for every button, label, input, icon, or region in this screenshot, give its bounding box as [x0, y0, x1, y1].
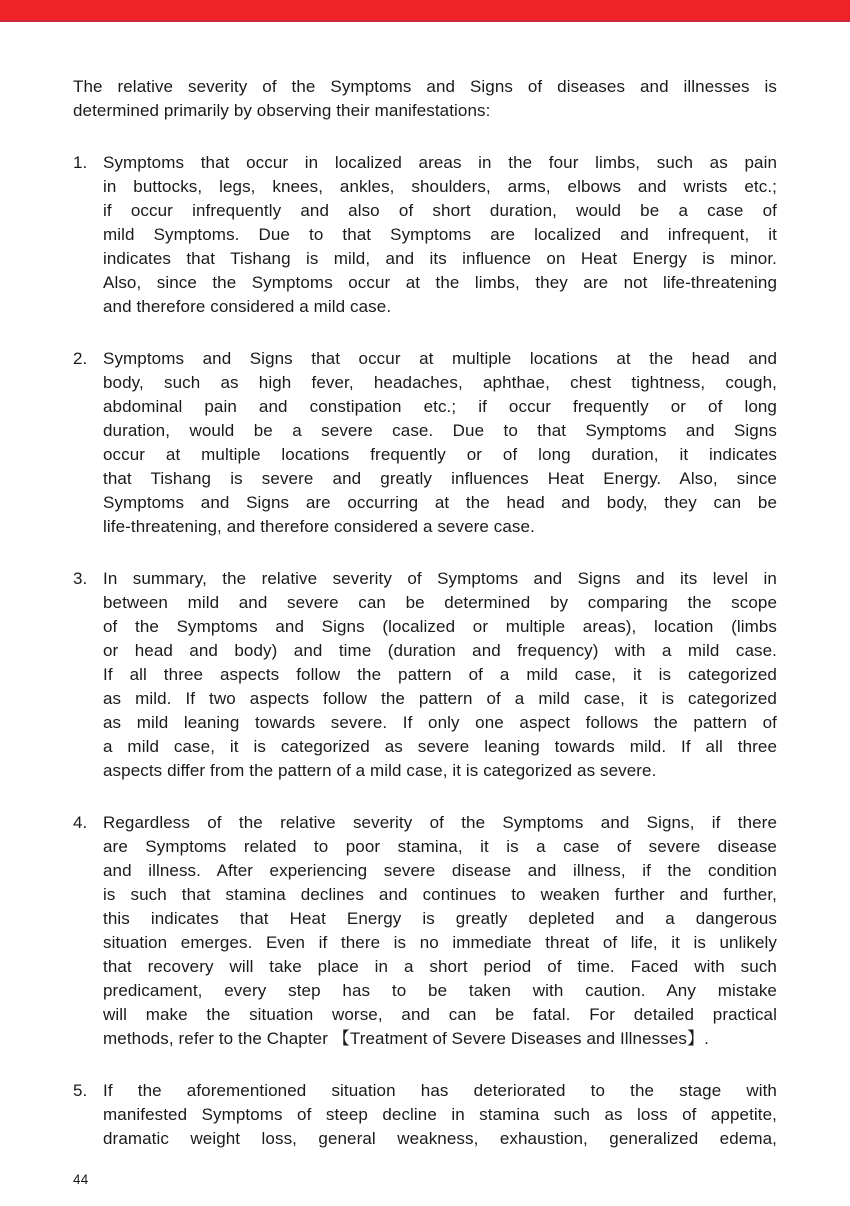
intro-paragraph [73, 75, 777, 123]
list-item-text [103, 567, 777, 783]
list-item [73, 567, 777, 783]
text-line: dramatic weight loss, general weakness, exhaustion, generalized edema, [103, 1129, 777, 1148]
text-line: mild Symptoms. Due to that Symptoms are localized and infrequent, it [103, 225, 777, 244]
text-line: is such that stamina declines and continues to weaken further and further, [103, 885, 777, 904]
text-line: this indicates that Heat Energy is greatly depleted and a dangerous [103, 909, 777, 928]
text-line: manifested Symptoms of steep decline in stamina such as loss of appetite, [103, 1105, 777, 1124]
text-line: between mild and severe can be determined by comparing the scope [103, 593, 777, 612]
text-line: determined primarily by observing their manifestations: [73, 101, 491, 120]
text-line: abdominal pain and constipation etc.; if occur frequently or of long [103, 397, 777, 416]
text-line: The relative severity of the Symptoms and Signs of diseases and illnesses is [73, 77, 777, 96]
list-item-number: 2. [73, 349, 88, 368]
text-line: as mild leaning towards severe. If only one aspect follows the pattern of [103, 713, 777, 732]
text-line: indicates that Tishang is mild, and its influence on Heat Energy is minor. [103, 249, 777, 268]
text-line: occur at multiple locations frequently or of long duration, it indicates [103, 445, 777, 464]
list-item-number: 3. [73, 569, 88, 588]
list-item [73, 347, 777, 539]
numbered-list [73, 151, 777, 1151]
text-line: that Tishang is severe and greatly influences Heat Energy. Also, since [103, 469, 777, 488]
text-line: Symptoms and Signs are occurring at the head and body, they can be [103, 493, 777, 512]
text-line: are Symptoms related to poor stamina, it is a case of severe disease [103, 837, 777, 856]
top-banner [0, 0, 850, 22]
text-line: predicament, every step has to be taken with caution. Any mistake [103, 981, 777, 1000]
list-item-number: 1. [73, 153, 88, 172]
list-item [73, 811, 777, 1051]
text-line: body, such as high fever, headaches, aphthae, chest tightness, cough, [103, 373, 777, 392]
text-line: Regardless of the relative severity of the Symptoms and Signs, if there [103, 813, 777, 832]
list-item-number: 5. [73, 1081, 88, 1100]
text-line: and therefore considered a mild case. [103, 297, 392, 316]
list-item-text [103, 151, 777, 319]
text-line: situation emerges. Even if there is no immediate threat of life, it is unlikely [103, 933, 777, 952]
text-line: or head and body) and time (duration and frequency) with a mild case. [103, 641, 777, 660]
text-line: Symptoms that occur in localized areas in the four limbs, such as pain [103, 153, 777, 172]
text-line: methods, refer to the Chapter 【Treatment of Severe Diseases and Illnesses】. [103, 1029, 709, 1048]
list-item [73, 1079, 777, 1151]
text-line: will make the situation worse, and can be fatal. For detailed practical [103, 1005, 777, 1024]
list-item-number: 4. [73, 813, 88, 832]
text-line: aspects differ from the pattern of a mild case, it is categorized as severe. [103, 761, 657, 780]
text-line: a mild case, it is categorized as severe leaning towards mild. If all three [103, 737, 777, 756]
text-line: If the aforementioned situation has deteriorated to the stage with [103, 1081, 777, 1100]
list-item-text [103, 347, 777, 539]
text-line: Also, since the Symptoms occur at the limbs, they are not life-threatening [103, 273, 777, 292]
text-line: if occur infrequently and also of short duration, would be a case of [103, 201, 777, 220]
text-line: In summary, the relative severity of Symptoms and Signs and its level in [103, 569, 777, 588]
text-line: life-threatening, and therefore considered a severe case. [103, 517, 535, 536]
text-line: that recovery will take place in a short period of time. Faced with such [103, 957, 777, 976]
text-line: as mild. If two aspects follow the pattern of a mild case, it is categorized [103, 689, 777, 708]
list-item-text [103, 811, 777, 1051]
text-line: Symptoms and Signs that occur at multiple locations at the head and [103, 349, 777, 368]
text-line: in buttocks, legs, knees, ankles, shoulders, arms, elbows and wrists etc.; [103, 177, 777, 196]
page-number: 44 [73, 1172, 89, 1187]
page-content [73, 22, 777, 1192]
list-item-text [103, 1079, 777, 1151]
text-line: and illness. After experiencing severe disease and illness, if the condition [103, 861, 777, 880]
list-item [73, 151, 777, 319]
text-line: of the Symptoms and Signs (localized or multiple areas), location (limbs [103, 617, 777, 636]
text-line: If all three aspects follow the pattern of a mild case, it is categorized [103, 665, 777, 684]
text-line: duration, would be a severe case. Due to that Symptoms and Signs [103, 421, 777, 440]
